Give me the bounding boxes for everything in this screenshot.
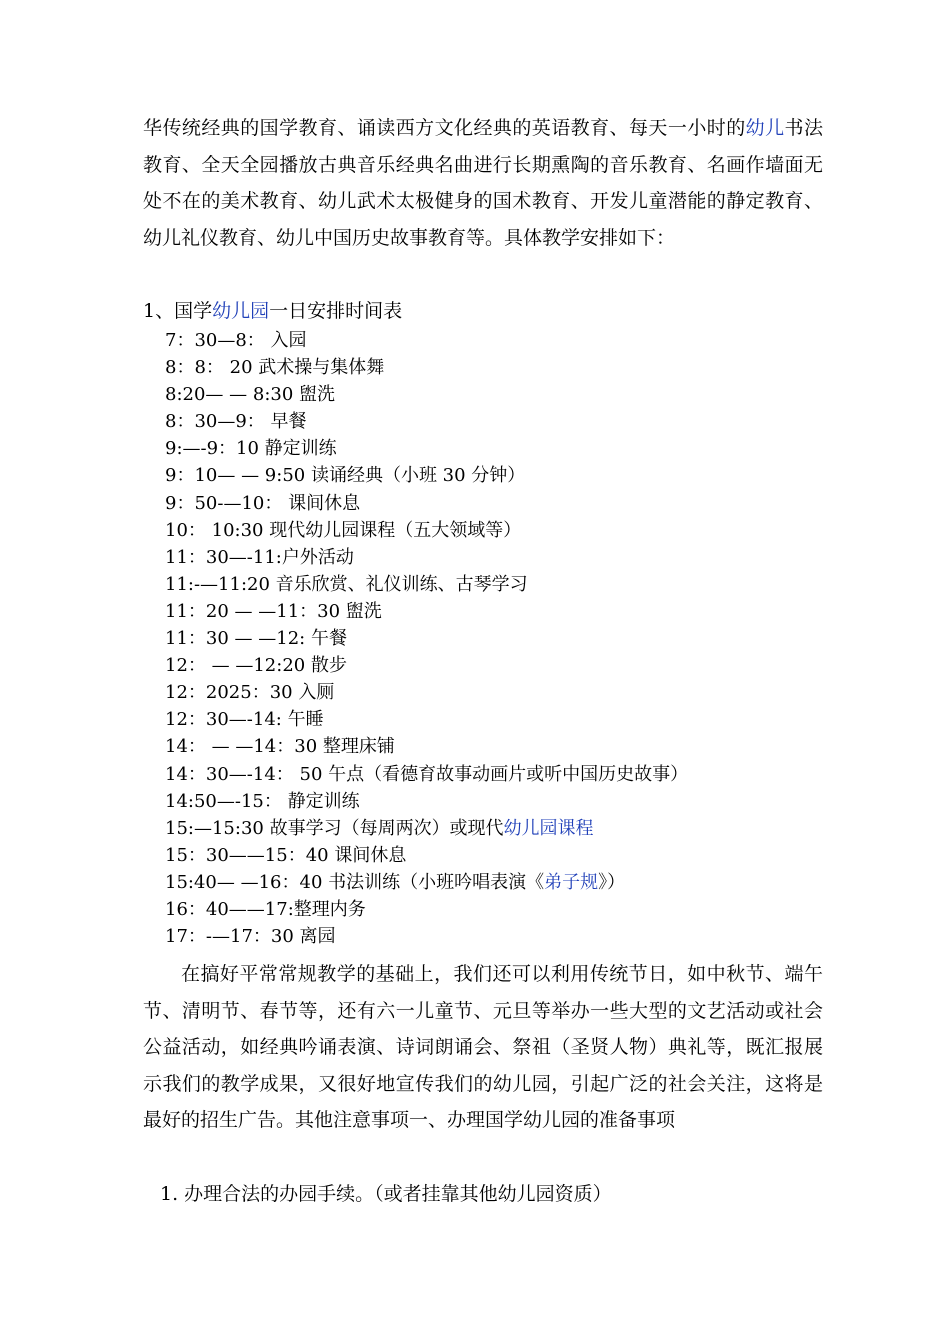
- schedule-item: [165, 923, 688, 950]
- schedule-item-text: 14:50—-15： 静定训练: [165, 790, 360, 812]
- schedule-item-text: 11：20 — —11：30 盥洗: [165, 600, 382, 622]
- schedule-item-text: 7：30—8： 入园: [165, 330, 307, 351]
- intro-link-youer[interactable]: 幼儿: [745, 117, 785, 139]
- schedule-item-text: 14：30—-14： 50 午点（看德育故事动画片或听中国历史故事）: [165, 763, 689, 785]
- schedule-heading-prefix: 1、国学: [143, 300, 213, 322]
- schedule-heading-link[interactable]: 幼儿园: [212, 300, 270, 322]
- schedule-item-text: 12：30—-14: 午睡: [165, 709, 324, 731]
- schedule-item: [165, 435, 688, 462]
- schedule-item: [165, 625, 688, 652]
- intro-text-start: 华传统经典的国学教育、诵读西方文化经典的英语教育、每天一小时的: [143, 117, 746, 139]
- numbered-item: 1. 办理合法的办园手续。（或者挂靠其他幼儿园资质）: [160, 1183, 612, 1205]
- schedule-item-text: 11：30—-11:户外活动: [165, 546, 354, 568]
- schedule-item-text: 8：8： 20 武术操与集体舞: [165, 357, 385, 379]
- schedule-item: [165, 571, 688, 598]
- schedule-item: [165, 517, 688, 544]
- schedule-item: [165, 733, 688, 760]
- schedule-item-text: 15：30——15：40 课间休息: [165, 844, 407, 866]
- schedule-item: [165, 896, 688, 923]
- schedule-heading-suffix: 一日安排时间表: [269, 300, 403, 322]
- schedule-item-suffix: 》）: [598, 871, 626, 893]
- schedule-item: [165, 761, 688, 788]
- schedule-item-text: 12：2025：30 入厕: [165, 682, 335, 704]
- schedule-item: [165, 354, 688, 381]
- schedule-item-text: 11:-—11:20 音乐欣赏、礼仪训练、古琴学习: [165, 573, 528, 595]
- schedule-item: [165, 381, 688, 408]
- schedule-item-text: 11：30 — —12: 午餐: [165, 628, 347, 650]
- schedule-item: [165, 462, 688, 489]
- schedule-link-dizigui[interactable]: 弟子规: [544, 871, 599, 893]
- schedule-list: [165, 327, 688, 950]
- closing-paragraph: 在搞好平常常规教学的基础上，我们还可以利用传统节日，如中秋节、端午节、清明节、春节等，还有六一儿童节、元旦等举办一些大型的文艺活动或社会公益活动，如经典吟诵表演、诗词朗诵会、祭祖（圣贤人物）典礼等，既汇报展示我们的教学成果，又很好地宣传我们的幼儿园，引起广泛的社会关注，这将是最好的招生广告。其他注意事项一、办理国学幼儿园的准备事项: [143, 963, 823, 1131]
- schedule-item: [165, 679, 688, 706]
- schedule-item-text: 8：30—9： 早餐: [165, 411, 307, 433]
- intro-paragraph: [143, 110, 823, 256]
- schedule-item: [165, 869, 688, 896]
- intro-text-end: 书法教育、全天全园播放古典音乐经典名曲进行长期熏陶的音乐教育、名画作墙面无处不在的美术教育、幼儿武术太极健身的国术教育、开发儿童潜能的静定教育、幼儿礼仪教育、幼儿中国历史故事教育等。具体教学安排如下：: [143, 117, 823, 249]
- schedule-item: [165, 490, 688, 517]
- schedule-item: [165, 598, 688, 625]
- schedule-item: [165, 815, 688, 842]
- schedule-item-text: 9：50-—10： 课间休息: [165, 492, 361, 514]
- schedule-item-text: 12： — —12:20 散步: [165, 655, 347, 677]
- schedule-item-text: 14： — —14：30 整理床铺: [165, 736, 395, 758]
- schedule-item-text: 10： 10:30 现代幼儿园课程（五大领域等）: [165, 519, 522, 541]
- schedule-item: [165, 706, 688, 733]
- schedule-item-text: 15:—15:30 故事学习（每周两次）或现代: [165, 817, 504, 839]
- schedule-item-text: 17：-—17：30 离园: [165, 926, 336, 948]
- schedule-item: [165, 544, 688, 571]
- schedule-item: [165, 327, 688, 354]
- schedule-heading: [143, 297, 402, 325]
- schedule-item-text: 9：10— — 9:50 读诵经典（小班 30 分钟）: [165, 465, 526, 487]
- schedule-item: [165, 788, 688, 815]
- schedule-link-kindergarten-course[interactable]: 幼儿园课程: [503, 817, 594, 839]
- schedule-item: [165, 408, 688, 435]
- schedule-item-text: 8:20— — 8:30 盥洗: [165, 384, 336, 406]
- schedule-item-text: 15:40— —16：40 书法训练（小班吟唱表演《: [165, 871, 545, 893]
- schedule-item-text: 16：40——17:整理内务: [165, 898, 366, 920]
- schedule-item: [165, 652, 688, 679]
- schedule-item-text: 9:—-9：10 静定训练: [165, 438, 337, 460]
- schedule-item: [165, 842, 688, 869]
